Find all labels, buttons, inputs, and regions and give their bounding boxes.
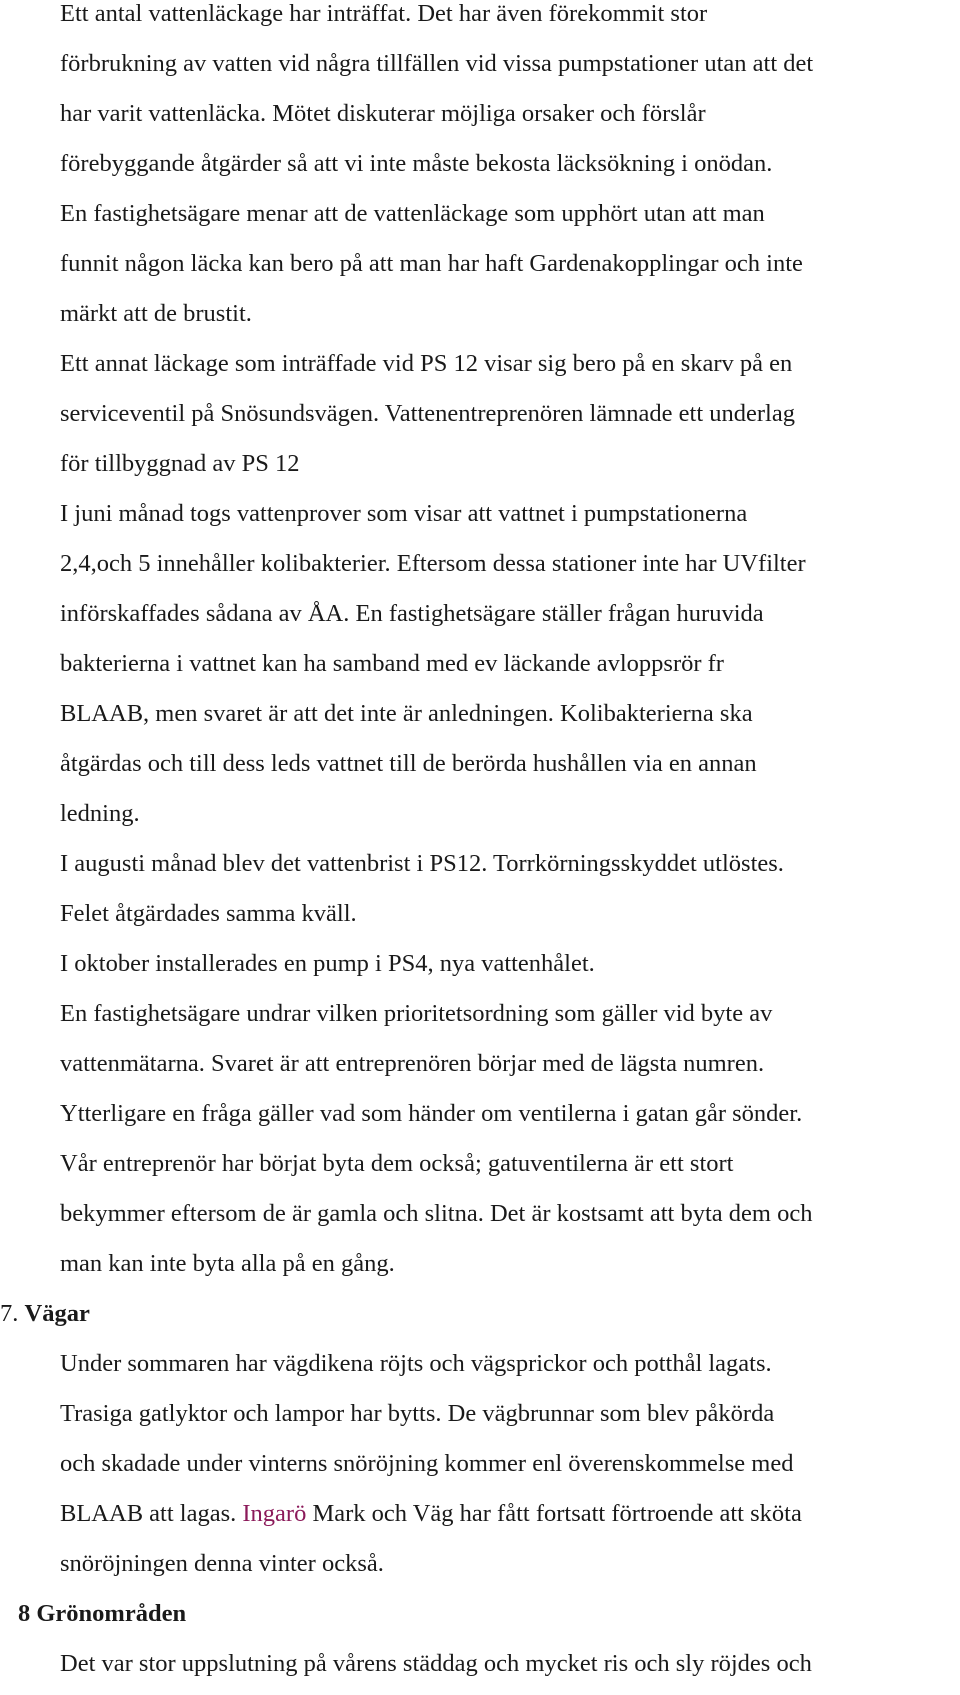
section-heading-roads	[0, 1289, 960, 1339]
text-line: bekymmer eftersom de är gamla och slitna. Det är kostsamt att byta dem och	[60, 1200, 813, 1227]
text-line: har varit vattenläcka. Mötet diskuterar möjliga orsaker och förslår	[60, 100, 706, 127]
text-line: märkt att de brustit.	[60, 300, 252, 327]
roads-paragraph	[0, 1339, 960, 1589]
section-number: 7.	[0, 1300, 19, 1327]
text-line: 2,4,och 5 innehåller kolibakterier. Eftersom dessa stationer inte har UVfilter	[60, 550, 806, 577]
text-line: förebyggande åtgärder så att vi inte måste bekosta läcksökning i onödan.	[60, 150, 773, 177]
text-line: Trasiga gatlyktor och lampor har bytts. De vägbrunnar som blev påkörda	[60, 1400, 775, 1427]
text-line: Ett antal vattenläckage har inträffat. Det har även förekommit stor	[60, 0, 708, 27]
text-line: bakterierna i vattnet kan ha samband med ev läckande avloppsrör fr	[60, 650, 724, 677]
text-line: BLAAB, men svaret är att det inte är anledningen. Kolibakterierna ska	[60, 700, 753, 727]
text-line: Under sommaren har vägdikena röjts och vägsprickor och potthål lagats.	[60, 1350, 772, 1377]
section-title: Vägar	[24, 1300, 90, 1327]
text-line: I augusti månad blev det vattenbrist i PS12. Torrkörningsskyddet utlöstes.	[60, 850, 784, 877]
ingaro-link[interactable]: Ingarö	[242, 1500, 307, 1527]
text-line: förbrukning av vatten vid några tillfällen vid vissa pumpstationer utan att det	[60, 50, 814, 77]
text-fragment: Mark och Väg har fått fortsatt förtroende att sköta	[306, 1500, 802, 1527]
text-line: man kan inte byta alla på en gång.	[60, 1250, 395, 1277]
text-fragment: BLAAB att lagas.	[60, 1500, 243, 1527]
text-line: serviceventil på Snösundsvägen. Vattenentreprenören lämnade ett underlag	[60, 400, 795, 427]
text-line: funnit någon läcka kan bero på att man har haft Gardenakopplingar och inte	[60, 250, 803, 277]
text-line: för tillbyggnad av PS 12	[60, 450, 300, 477]
text-line: Ett annat läckage som inträffade vid PS 12 visar sig bero på en skarv på en	[60, 350, 793, 377]
green-areas-paragraph	[0, 1639, 960, 1689]
text-line: och skadade under vinterns snöröjning kommer enl överenskommelse med	[60, 1450, 794, 1477]
text-line: införskaffades sådana av ÅA. En fastighetsägare ställer frågan huruvida	[60, 600, 764, 627]
text-line: snöröjningen denna vinter också.	[60, 1550, 384, 1577]
text-line: I oktober installerades en pump i PS4, nya vattenhålet.	[60, 950, 595, 977]
text-line: En fastighetsägare undrar vilken prioritetsordning som gäller vid byte av	[60, 1000, 773, 1027]
text-line	[60, 1489, 960, 1539]
text-line: åtgärdas och till dess leds vattnet till de berörda hushållen via en annan	[60, 750, 757, 777]
text-line: Vår entreprenör har börjat byta dem också; gatuventilerna är ett stort	[60, 1150, 734, 1177]
text-line: Ytterligare en fråga gäller vad som händer om ventilerna i gatan går sönder.	[60, 1100, 803, 1127]
text-line: Felet åtgärdades samma kväll.	[60, 900, 357, 927]
text-line: Det var stor uppslutning på vårens städdag och mycket ris och sly röjdes och	[60, 1650, 812, 1677]
section-heading-green-areas: 8 Grönområden	[18, 1600, 187, 1627]
text-line: vattenmätarna. Svaret är att entreprenören börjar med de lägsta numren.	[60, 1050, 765, 1077]
text-line: En fastighetsägare menar att de vattenläckage som upphört utan att man	[60, 200, 765, 227]
text-line: ledning.	[60, 800, 140, 827]
text-line: I juni månad togs vattenprover som visar att vattnet i pumpstationerna	[60, 500, 748, 527]
